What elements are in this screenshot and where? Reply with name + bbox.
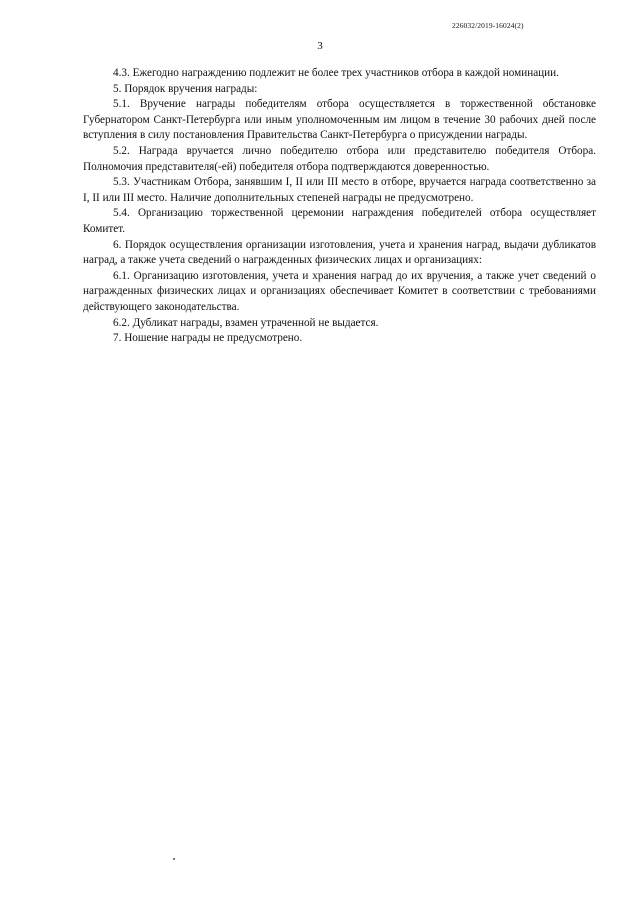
paragraph-5-1: 5.1. Вручение награды победителям отбора осуществляется в торжественной обстановке Губернатором Санкт-Петербурга или иным уполномоченным им лицом в течение 30 рабочих дней после вступления в силу постановления Правительства Санкт-Петербурга о присуждении награды. [83,98,596,142]
paragraph-6-1: 6.1. Организацию изготовления, учета и хранения наград до их вручения, а также учет сведений о награжденных физических лицах и организациях обеспечивает Комитет в соответствии с требованиями действующего законодательства. [83,269,596,313]
paragraph-5-2: 5.2. Награда вручается лично победителю отбора или представителю победителя Отбора. Полномочия представителя(-ей) победителя отбора подтверждаются доверенностью. [83,144,596,173]
document-body [83,66,596,347]
paragraph-6-heading: 6. Порядок осуществления организации изготовления, учета и хранения наград, выдачи дубликатов наград, а также учета сведений о награжденных физических лицах и организациях: [83,238,596,267]
document-code: 226032/2019-16024(2) [452,21,524,30]
paragraph-5-4: 5.4. Организацию торжественной церемонии награждения победителей отбора осуществляет Комитет. [83,207,596,235]
page-number: 3 [317,40,323,52]
paragraph-5-heading: 5. Порядок вручения награды: [113,82,258,95]
paragraph-6-2: 6.2. Дубликат награды, взамен утраченной не выдается. [113,316,379,329]
paragraph-5-3: 5.3. Участникам Отбора, занявшим I, II или III место в отборе, вручается награда соответственно за I, II или III место. Наличие дополнительных степеней награды не предусмотрено. [83,176,596,204]
scan-speck [173,858,175,860]
paragraph-7: 7. Ношение награды не предусмотрено. [113,332,303,345]
paragraph-4-3: 4.3. Ежегодно награждению подлежит не более трех участников отбора в каждой номинации. [113,67,559,79]
